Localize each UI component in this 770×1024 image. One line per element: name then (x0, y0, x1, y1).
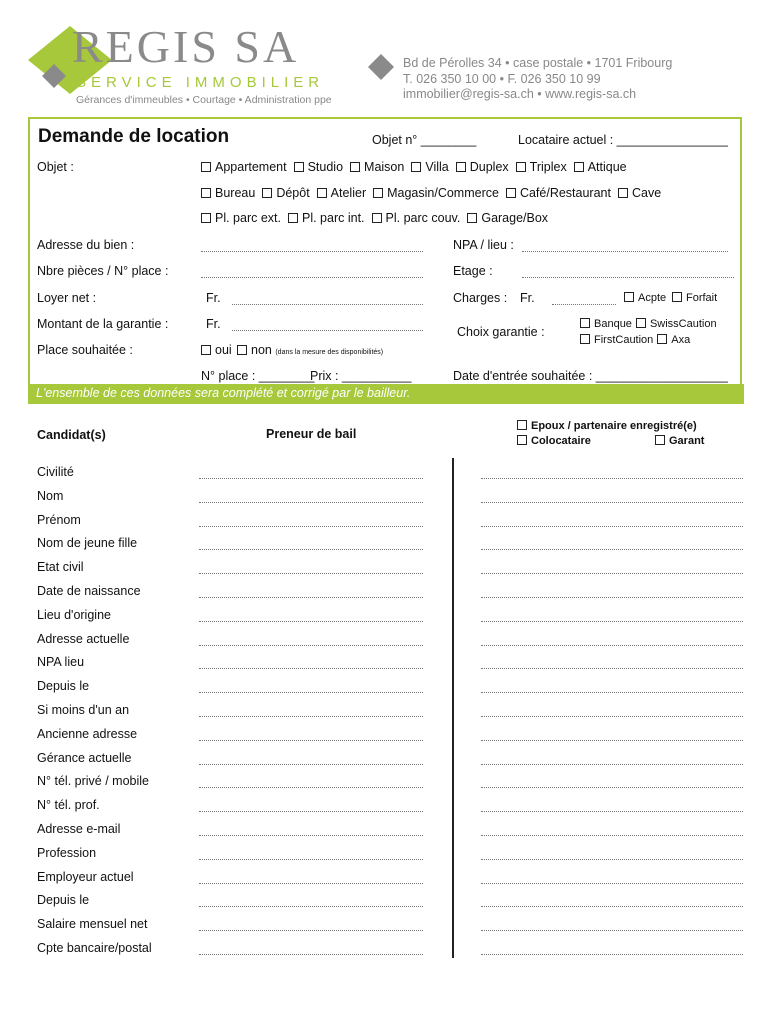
preneur-input[interactable] (199, 645, 423, 646)
option-bureau[interactable] (201, 186, 255, 200)
candidate-field-label: Profession (37, 845, 97, 860)
npa-lieu-input[interactable] (522, 251, 728, 252)
checkbox[interactable] (411, 162, 421, 172)
second-candidate-input[interactable] (481, 716, 743, 717)
option-label: Pl. parc int. (302, 211, 365, 225)
option-label: Appartement (215, 160, 287, 174)
option-label: SwissCaution (649, 318, 717, 330)
option-label: Banque (594, 318, 632, 330)
second-candidate-input[interactable] (481, 668, 743, 669)
candidate-field-label: Adresse e-mail (37, 822, 121, 836)
place-souhaitee-label: Place souhaitée : (37, 343, 133, 357)
second-candidate-input[interactable] (481, 597, 743, 598)
option-cave[interactable] (618, 186, 661, 200)
forfait-option[interactable]: Forfait (672, 292, 717, 304)
preneur-input[interactable] (199, 549, 423, 550)
candidate-field-label: Salaire mensuel net (37, 917, 148, 932)
info-band (28, 384, 744, 404)
second-candidate-input[interactable] (481, 478, 743, 479)
second-candidate-input[interactable] (481, 526, 743, 527)
checkbox[interactable] (201, 188, 211, 198)
candidate-field-label: N° tél. privé / mobile (37, 774, 149, 789)
preneur-title: Preneur de bail (266, 427, 357, 441)
checkbox[interactable] (516, 162, 526, 172)
checkbox[interactable] (506, 188, 516, 198)
object-types-row3 (201, 211, 555, 225)
acpte-checkbox[interactable] (624, 292, 634, 302)
garantie-label: Montant de la garantie : (37, 317, 169, 331)
second-candidate-input[interactable] (481, 502, 743, 503)
second-candidate-input[interactable] (481, 906, 743, 907)
epoux-checkbox[interactable] (517, 420, 527, 430)
object-types-row2 (201, 186, 668, 200)
preneur-input[interactable] (199, 526, 423, 527)
checkbox[interactable] (350, 162, 360, 172)
candidate-field-label: Adresse actuelle (37, 631, 130, 646)
date-entree-field[interactable]: Date d'entrée souhaitée : ___________________ (453, 369, 728, 383)
logo (20, 18, 360, 108)
option-label: Axa (671, 334, 691, 346)
preneur-input[interactable] (199, 859, 423, 860)
option-label: Villa (425, 160, 449, 174)
preneur-input[interactable] (199, 740, 423, 741)
loyer-net-label: Loyer net : (37, 291, 97, 305)
option-label: Garage/Box (481, 211, 549, 225)
npa-lieu-label: NPA / lieu : (453, 238, 514, 252)
checkbox[interactable] (201, 213, 211, 223)
preneur-input[interactable] (199, 692, 423, 693)
option-label: Pl. parc couv. (385, 211, 461, 225)
etage-label: Etage : (453, 264, 493, 278)
preneur-input[interactable] (199, 668, 423, 669)
second-candidate-input[interactable] (481, 811, 743, 812)
option-label: Triplex (529, 160, 567, 174)
second-candidate-input[interactable] (481, 764, 743, 765)
candidate-field-label: Etat civil (37, 560, 84, 575)
company-services: Gérances d'immeubles • Courtage • Administration ppe (76, 94, 332, 106)
option-duplex[interactable] (456, 160, 509, 174)
candidate-field-label: Cpte bancaire/postal (37, 941, 152, 955)
candidate-field-label: NPA lieu (37, 655, 85, 670)
option-maison[interactable] (350, 160, 404, 174)
option-pl-parc-ext-[interactable] (201, 211, 281, 225)
company-tagline: SERVICE IMMOBILIER (76, 74, 325, 91)
checkbox[interactable] (580, 334, 590, 344)
checkbox[interactable] (288, 213, 298, 223)
objet-label: Objet : (37, 160, 74, 174)
checkbox[interactable] (294, 162, 304, 172)
charges-label: Charges : (453, 291, 508, 305)
colocataire-option[interactable]: Colocataire (517, 435, 591, 447)
second-candidate-input[interactable] (481, 954, 743, 955)
contact-web: immobilier@regis-sa.ch • www.regis-sa.ch (403, 87, 637, 101)
preneur-input[interactable] (199, 502, 423, 503)
checkbox[interactable] (574, 162, 584, 172)
contact-diamond-icon (366, 52, 396, 82)
acpte-option[interactable]: Acpte (624, 292, 666, 304)
candidate-field-label: Lieu d'origine (37, 607, 111, 622)
option-label: Pl. parc ext. (215, 211, 281, 225)
option-atelier[interactable] (317, 186, 366, 200)
preneur-input[interactable] (199, 954, 423, 955)
garantie-fr: Fr. (206, 317, 221, 331)
garant-option[interactable]: Garant (655, 435, 704, 447)
candidate-field-label: Si moins d'un an (37, 703, 130, 717)
second-candidate-input[interactable] (481, 645, 743, 646)
candidate-field-label: Nom de jeune fille (37, 536, 138, 551)
option-label: Attique (587, 160, 627, 174)
checkbox[interactable] (580, 318, 590, 328)
loyer-fr: Fr. (206, 291, 221, 305)
charges-fr: Fr. (520, 291, 535, 305)
second-candidate-input[interactable] (481, 549, 743, 550)
preneur-input[interactable] (199, 573, 423, 574)
object-types-row1 (201, 160, 634, 174)
second-candidate-input[interactable] (481, 883, 743, 884)
contact-phone: T. 026 350 10 00 • F. 026 350 10 99 (403, 72, 601, 86)
candidate-field-label: Nom (37, 488, 64, 503)
option-banque[interactable] (580, 318, 632, 330)
current-tenant-field[interactable]: Locataire actuel : ________________ (518, 133, 728, 147)
checkbox[interactable] (467, 213, 477, 223)
option-villa[interactable] (411, 160, 448, 174)
colocataire-checkbox[interactable] (517, 435, 527, 445)
preneur-input[interactable] (199, 906, 423, 907)
option-label: Studio (307, 160, 344, 174)
candidate-field-label: Gérance actuelle (37, 750, 132, 765)
option-d-p-t[interactable] (262, 186, 309, 200)
preneur-input[interactable] (199, 883, 423, 884)
place-oui-option[interactable]: oui (201, 343, 232, 357)
option-swisscaution[interactable] (636, 318, 717, 330)
checkbox[interactable] (657, 334, 667, 344)
checkbox[interactable] (636, 318, 646, 328)
option-label: Bureau (215, 186, 256, 200)
garantie-input[interactable] (232, 330, 423, 331)
loyer-net-input[interactable] (232, 304, 423, 305)
choix-garantie-label: Choix garantie : (457, 325, 545, 339)
place-non-option[interactable]: non (dans la mesure des disponibilités) (237, 343, 383, 357)
preneur-input[interactable] (199, 621, 423, 622)
nbre-pieces-input[interactable] (201, 277, 423, 278)
preneur-input[interactable] (199, 597, 423, 598)
option-appartement[interactable] (201, 160, 287, 174)
preneur-input[interactable] (199, 478, 423, 479)
candidate-field-label: Date de naissance (37, 584, 141, 598)
candidate-field-label: N° tél. prof. (37, 798, 100, 813)
place-number-field[interactable]: N° place : ________ (201, 369, 315, 383)
contact-address: Bd de Pérolles 34 • case postale • 1701 Fribourg (403, 56, 673, 70)
option-caf-restaurant[interactable] (506, 186, 611, 200)
preneur-input[interactable] (199, 764, 423, 765)
option-label: Atelier (330, 186, 367, 200)
candidate-field-label: Prénom (37, 512, 81, 527)
option-firstcaution[interactable] (580, 334, 653, 346)
garant-checkbox[interactable] (655, 435, 665, 445)
checkbox[interactable] (456, 162, 466, 172)
option-axa[interactable] (657, 334, 690, 346)
candidate-field-label: Depuis le (37, 679, 90, 694)
etage-input[interactable] (522, 277, 734, 278)
preneur-input[interactable] (199, 930, 423, 931)
guarantee-row2 (580, 334, 694, 346)
option-pl-parc-int-[interactable] (288, 211, 365, 225)
candidate-field-label: Civilité (37, 465, 74, 479)
option-magasin-commerce[interactable] (373, 186, 499, 200)
second-candidate-input[interactable] (481, 859, 743, 860)
option-label: FirstCaution (594, 334, 654, 346)
option-label: Café/Restaurant (519, 186, 611, 200)
adresse-bien-input[interactable] (201, 251, 423, 252)
option-studio[interactable] (294, 160, 343, 174)
non-checkbox[interactable] (237, 345, 247, 355)
option-label: Duplex (469, 160, 509, 174)
option-attique[interactable] (574, 160, 627, 174)
second-candidate-input[interactable] (481, 692, 743, 693)
option-garage-box[interactable] (467, 211, 548, 225)
second-candidate-input[interactable] (481, 787, 743, 788)
candidate-field-label: Depuis le (37, 893, 90, 908)
option-label: Dépôt (276, 186, 310, 200)
option-pl-parc-couv-[interactable] (372, 211, 461, 225)
preneur-input[interactable] (199, 716, 423, 717)
checkbox[interactable] (373, 188, 383, 198)
checkbox[interactable] (618, 188, 628, 198)
checkbox[interactable] (262, 188, 272, 198)
second-candidate-input[interactable] (481, 930, 743, 931)
option-label: Cave (631, 186, 662, 200)
second-candidate-input[interactable] (481, 621, 743, 622)
objet-number-field[interactable]: Objet n° ________ (372, 133, 477, 147)
option-label: Maison (364, 160, 405, 174)
preneur-input[interactable] (199, 787, 423, 788)
charges-input[interactable] (552, 304, 616, 305)
company-name: REGIS SA (72, 21, 300, 72)
candidats-title: Candidat(s) (37, 428, 106, 442)
column-divider (452, 458, 454, 958)
checkbox[interactable] (317, 188, 327, 198)
prix-field[interactable]: Prix : __________ (310, 369, 412, 383)
adresse-bien-label: Adresse du bien : (37, 238, 135, 252)
candidate-field-label: Employeur actuel (37, 869, 134, 884)
second-candidate-input[interactable] (481, 835, 743, 836)
forfait-checkbox[interactable] (672, 292, 682, 302)
checkbox[interactable] (201, 162, 211, 172)
preneur-input[interactable] (199, 835, 423, 836)
second-candidate-input[interactable] (481, 573, 743, 574)
checkbox[interactable] (372, 213, 382, 223)
option-triplex[interactable] (516, 160, 567, 174)
nbre-pieces-label: Nbre pièces / N° place : (37, 264, 169, 278)
oui-checkbox[interactable] (201, 345, 211, 355)
option-label: Magasin/Commerce (387, 186, 499, 200)
form-title: Demande de location (38, 126, 230, 147)
second-candidate-input[interactable] (481, 740, 743, 741)
band-note: L'ensemble de ces données sera complété et corrigé par le bailleur. (36, 386, 411, 400)
candidate-field-label: Ancienne adresse (37, 726, 138, 741)
epoux-option[interactable]: Epoux / partenaire enregistré(e) (517, 420, 697, 432)
guarantee-row1 (580, 318, 721, 330)
preneur-input[interactable] (199, 811, 423, 812)
